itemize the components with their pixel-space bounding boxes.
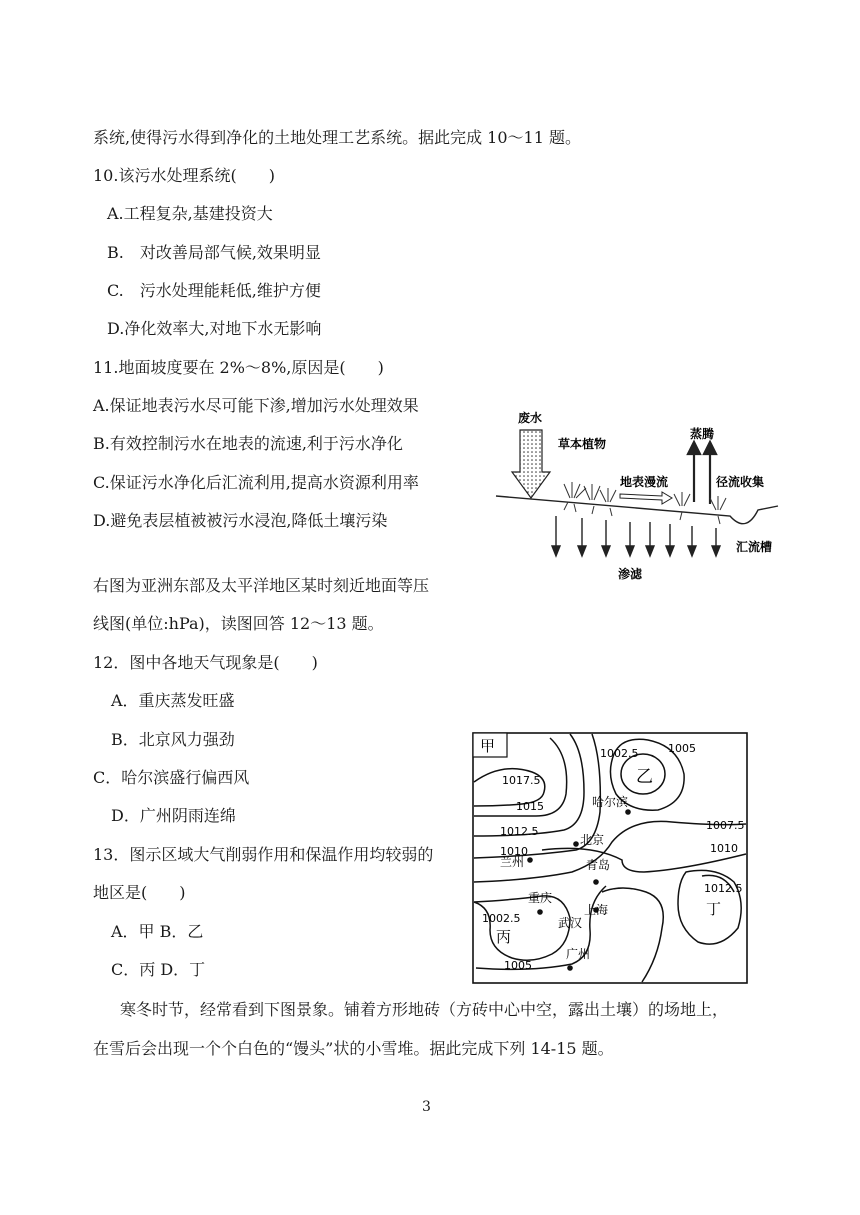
sewage-treatment-diagram [490,398,780,588]
isobar-value: 1005 [668,742,696,755]
page-number: 3 [422,1099,431,1115]
text-line: 系统,使得污水得到净化的土地处理工艺系统。据此完成 10～11 题。 [93,128,581,147]
city-qingdao: 青岛 [586,858,611,872]
question-12: 12．图中各地天气现象是( ) [93,653,318,672]
isobar-map [472,732,748,984]
option-10b: B. 对改善局部气候,效果明显 [107,243,321,262]
isobar-value: 1002.5 [600,747,639,760]
isobar-value: 1015 [516,800,544,813]
isobar-value: 1017.5 [502,774,541,787]
option-12a: A．重庆蒸发旺盛 [111,691,235,710]
label-runoff-collection: 径流收集 [716,475,765,489]
text-line: 在雪后会出现一个个白色的“馒头”状的小雪堆。据此完成下列 14-15 题。 [93,1039,614,1058]
label-wastewater: 废水 [518,411,543,425]
text-line: 寒冬时节，经常看到下图景象。铺着方形地砖（方砖中心中空，露出土壤）的场地上， [120,1000,729,1019]
isobar-value: 1005 [504,959,532,972]
city-beijing: 北京 [580,833,605,847]
text-line: 右图为亚洲东部及太平洋地区某时刻近地面等压 [93,576,430,595]
isobar-value: 1007.5 [706,819,745,832]
city-guangzhou: 广州 [566,947,591,961]
option-10c: C. 污水处理能耗低,维护方便 [107,281,321,300]
text-line: 地区是( ) [93,883,186,902]
label-surface-flow: 地表漫流 [620,475,669,489]
label-evaporation: 蒸腾 [690,427,715,441]
region-ding: 丁 [706,900,722,918]
option-11a: A.保证地表污水尽可能下渗,增加污水处理效果 [93,396,419,415]
text-line: 线图(单位:hPa)，读图回答 12～13 题。 [93,614,384,633]
question-10: 10.该污水处理系统( ) [93,166,275,185]
option-11d: D.避免表层植被被污水浸泡,降低土壤污染 [93,511,388,530]
option-13cd: C．丙 D．丁 [111,960,206,979]
option-12b: B．北京风力强劲 [111,730,235,749]
city-lanzhou: 兰州 [500,855,525,869]
wastewater-arrow [512,430,550,498]
option-11c: C.保证污水净化后汇流利用,提高水资源利用率 [93,473,419,492]
isobar-value: 1002.5 [482,912,521,925]
city-shanghai: 上海 [584,903,609,917]
option-10a: A.工程复杂,基建投资大 [107,204,273,223]
option-10d: D.净化效率大,对地下水无影响 [107,319,322,338]
city-chongqing: 重庆 [528,891,553,905]
option-12c: C．哈尔滨盛行偏西风 [93,768,250,787]
label-herb-plants: 草本植物 [558,437,607,451]
city-wuhan: 武汉 [558,916,583,930]
isobar-value: 1010 [710,842,738,855]
option-11b: B.有效控制污水在地表的流速,利于污水净化 [93,434,403,453]
ground-slope [496,496,778,524]
isobar-value: 1012.5 [704,882,743,895]
question-11: 11.地面坡度要在 2%～8%,原因是( ) [93,358,384,377]
option-12d: D．广州阴雨连绵 [111,806,236,825]
question-13: 13．图示区域大气削弱作用和保温作用均较弱的 [93,845,434,864]
city-harbin: 哈尔滨 [592,795,629,809]
region-yi: 乙 [636,767,653,787]
isobar-value: 1010 [500,845,528,858]
region-bing: 丙 [496,928,512,946]
isobar-value: 1012.5 [500,825,539,838]
option-13ab: A．甲 B．乙 [111,922,204,941]
label-infiltration: 渗滤 [618,567,643,581]
label-collection-channel: 汇流槽 [736,540,773,554]
region-jia: 甲 [480,737,496,755]
